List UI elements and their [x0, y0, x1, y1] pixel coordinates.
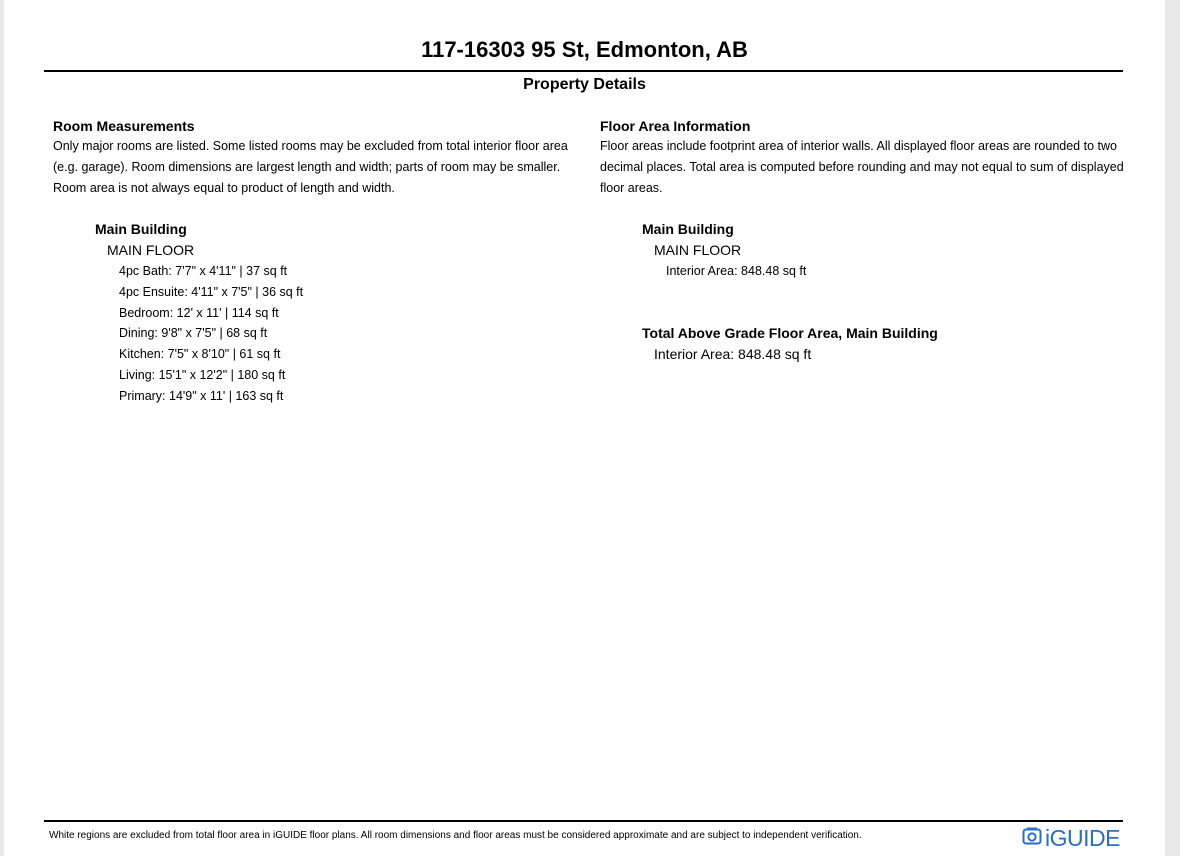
logo-wordmark: iGUIDE [1045, 825, 1120, 851]
room-building-label: Main Building [95, 221, 187, 237]
footer-disclaimer: White regions are excluded from total floor area in iGUIDE floor plans. All room dimensions and floor areas must be considered approximate and are subject to independent verification. [49, 830, 862, 841]
room-item: 4pc Ensuite: 4'11" x 7'5" | 36 sq ft [119, 284, 304, 299]
floor-area-description: Floor areas include footprint area of interior walls. All displayed floor areas are rounded to two decimal places. Total area is computed before rounding and may not equal to sum of displayed floor areas. [600, 139, 1124, 195]
page-scroll-track[interactable] [1165, 0, 1180, 856]
title-divider [44, 70, 1123, 72]
property-address-title: 117-16303 95 St, Edmonton, AB [421, 37, 748, 62]
floor-area-tree [642, 219, 806, 282]
total-interior-area: Interior Area: 848.48 sq ft [654, 346, 812, 362]
room-item: Bedroom: 12' x 11' | 114 sq ft [119, 305, 279, 320]
room-measurements-tree [95, 219, 303, 407]
document-page [4, 0, 1165, 856]
floor-area-floor-label: MAIN FLOOR [654, 242, 742, 258]
room-floor-label: MAIN FLOOR [107, 242, 195, 258]
room-item: Kitchen: 7'5" x 8'10" | 61 sq ft [119, 347, 281, 362]
floor-area-section [600, 117, 1130, 199]
floor-area-heading: Floor Area Information [600, 118, 751, 134]
room-item: 4pc Bath: 7'7" x 4'11" | 37 sq ft [119, 264, 288, 278]
room-measurements-heading: Room Measurements [53, 118, 195, 134]
floor-area-building-label: Main Building [642, 221, 734, 237]
total-floor-area-heading: Total Above Grade Floor Area, Main Building [642, 325, 938, 341]
room-measurements-section [53, 117, 573, 199]
property-details-subtitle: Property Details [523, 76, 646, 93]
floor-interior-area: Interior Area: 848.48 sq ft [666, 264, 807, 278]
room-item: Primary: 14'9" x 11' | 163 sq ft [119, 388, 284, 403]
room-measurements-description: Only major rooms are listed. Some listed rooms may be excluded from total interior floor area (e.g. garage). Room dimensions are largest length and width; parts of room may be smaller. Room area is not always equal to product of length and width. [53, 139, 568, 195]
total-floor-area-block [642, 323, 938, 365]
room-item: Living: 15'1" x 12'2" | 180 sq ft [119, 367, 286, 382]
room-item: Dining: 9'8" x 7'5" | 68 sq ft [119, 326, 268, 341]
footer-divider [44, 820, 1123, 822]
camera-icon [1022, 826, 1042, 851]
iguide-logo [1022, 825, 1120, 851]
